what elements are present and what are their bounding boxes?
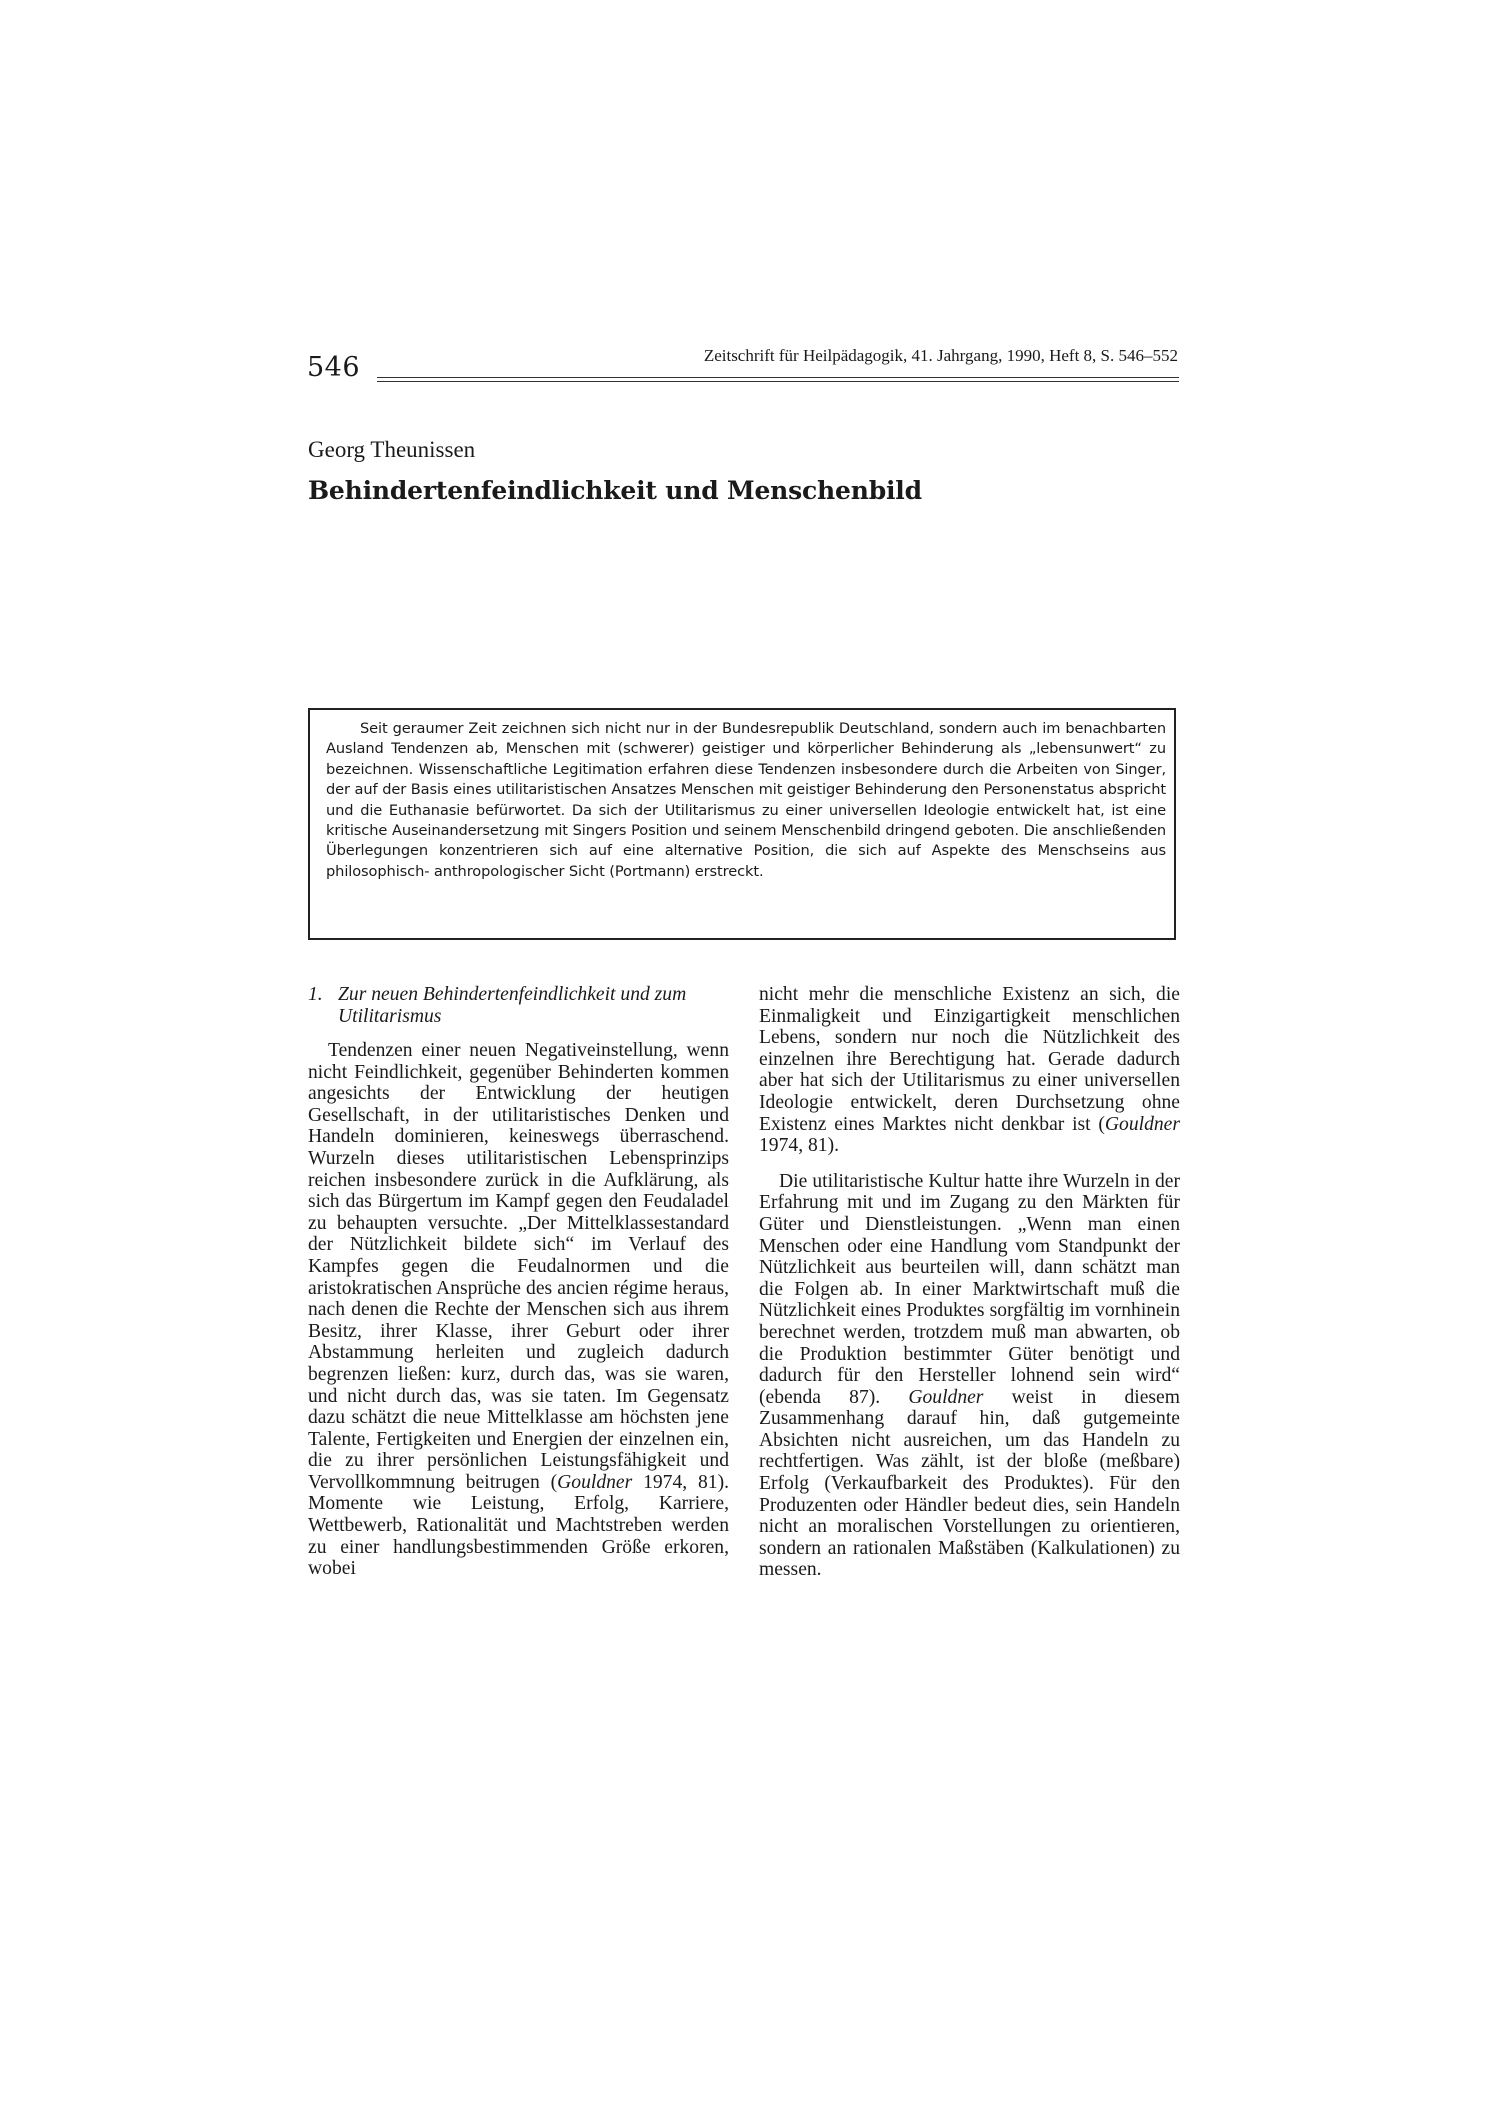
abstract-box <box>308 708 1176 940</box>
paragraph-text: weist in diesem Zusammenhang darauf hin, daß gutgemeinte Absichten nicht ausreichen, um das Handeln zu rechtfertigen. Was zählt, ist der bloße (meßbare) Erfolg (Verkaufbarkeit des Produktes). Für den Produzenten oder Händler bedeut dies, sein Handeln nicht an moralischen Vorstellungen zu orientieren, sondern an rationalen Maßstäben (Kalkulationen) zu messen. <box>759 1386 1180 1581</box>
paragraph-text: Tendenzen einer neuen Negativeinstellung, wenn nicht Feindlichkeit, gegenüber Behinderten kommen angesichts der Entwicklung der heutigen Gesellschaft, in der utilitaristisches Denken und Handeln dominieren, keineswegs überraschend. Wurzeln dieses utilitaristischen Lebensprinzips reichen insbesondere zurück in die Aufklärung, als sich das Bürgertum im Kampf gegen den Feudaladel zu behaupten versuchte. „Der Mittelklassestandard der Nützlichkeit bildete sich“ im Verlauf des Kampfes gegen die Feudalnormen und die aristokratischen Ansprüche des ancien régime heraus, nach denen die Rechte der Menschen sich aus ihrem Besitz, ihrer Klasse, ihrer Geburt oder ihrer Abstammung herleiten und zugleich dadurch begrenzen ließen: kurz, durch das, was sie waren, und nicht durch das, was sie taten. Im Gegensatz dazu schätzt die neue Mittelklasse am höchsten jene Talente, Fertigkeiten und Energien der einzelnen ein, die zu ihrer persönlichen Leistungsfähigkeit und Vervollkommnung beitrugen ( <box>308 1040 729 1493</box>
section-heading <box>308 984 729 1028</box>
paragraph-text: nicht mehr die menschliche Existenz an sich, die Einmaligkeit und Einzigartigkeit menschlichen Lebens, sondern nur noch die Nützlichkeit des einzelnen ihre Berechtigung hat. Gerade dadurch aber hat sich der Utilitarismus zu einer universellen Ideologie entwickelt, deren Durchsetzung ohne Existenz eines Marktes nicht denkbar ist ( <box>759 984 1180 1135</box>
body-paragraph <box>759 984 1180 1157</box>
citation-author: Gouldner <box>557 1471 633 1493</box>
page-number: 546 <box>307 352 361 383</box>
paragraph-text: Die utilitaristische Kultur hatte ihre Wurzeln in der Erfahrung mit und im Zugang zu den Märkten für Güter und Dienstleistungen. „Wenn man einen Menschen oder eine Handlung vom Standpunkt der Nützlichkeit aus beurteilen will, dann schätzt man die Folgen ab. In einer Marktwirtschaft muß die Nützlichkeit eines Produktes sorgfältig im vornhinein berechnet werden, trotzdem muß man abwarten, ob die Produktion bestimmter Güter benötigt und dadurch für den Hersteller lohnend sein wird“ (ebenda 87). <box>759 1170 1180 1408</box>
section-title: Zur neuen Behindertenfeindlichkeit und zum Utilitarismus <box>338 984 687 1027</box>
abstract-text: Seit geraumer Zeit zeichnen sich nicht nur in der Bundesrepublik Deutschland, sondern auch im benachbarten Ausland Tendenzen ab, Menschen mit (schwerer) geistiger und körperlicher Behinderung als „lebensunwert“ zu bezeichnen. Wissenschaftliche Legitimation erfahren diese Tendenzen insbesondere durch die Arbeiten von Singer, der auf der Basis eines utilitaristischen Ansatzes Menschen mit geistiger Behinderung den Personenstatus abspricht und die Euthanasie befürwortet. Da sich der Utilitarismus zu einer universellen Ideologie entwickelt hat, ist eine kritische Auseinandersetzung mit Singers Position und seinem Menschenbild dringend geboten. Die anschließenden Überlegungen konzentrieren sich auf eine alternative Position, die sich auf Aspekte des Menschseins aus philosophisch- anthropologischer Sicht (Portmann) erstreckt. <box>326 720 1166 880</box>
header-rule-secondary <box>377 381 1179 382</box>
article-title: Behindertenfeindlichkeit und Menschenbild <box>308 476 922 505</box>
body-paragraph <box>759 1171 1180 1581</box>
paragraph-text: 1974, 81). Momente wie Leistung, Erfolg, Karriere, Wettbewerb, Rationalität und Machtstreben werden zu einer handlungsbestimmenden Größe erkoren, wobei <box>308 1471 729 1580</box>
paragraph-text: 1974, 81). <box>759 1135 840 1157</box>
journal-reference: Zeitschrift für Heilpädagogik, 41. Jahrgang, 1990, Heft 8, S. 546–552 <box>703 346 1178 365</box>
author-name: Georg Theunissen <box>308 437 476 462</box>
section-number: 1. <box>308 984 323 1005</box>
citation-author: Gouldner <box>908 1386 984 1408</box>
header-rule <box>377 377 1179 378</box>
citation-author: Gouldner <box>1104 1113 1180 1135</box>
right-column <box>759 984 1180 1595</box>
left-column <box>308 984 729 1594</box>
body-paragraph <box>308 1040 729 1580</box>
